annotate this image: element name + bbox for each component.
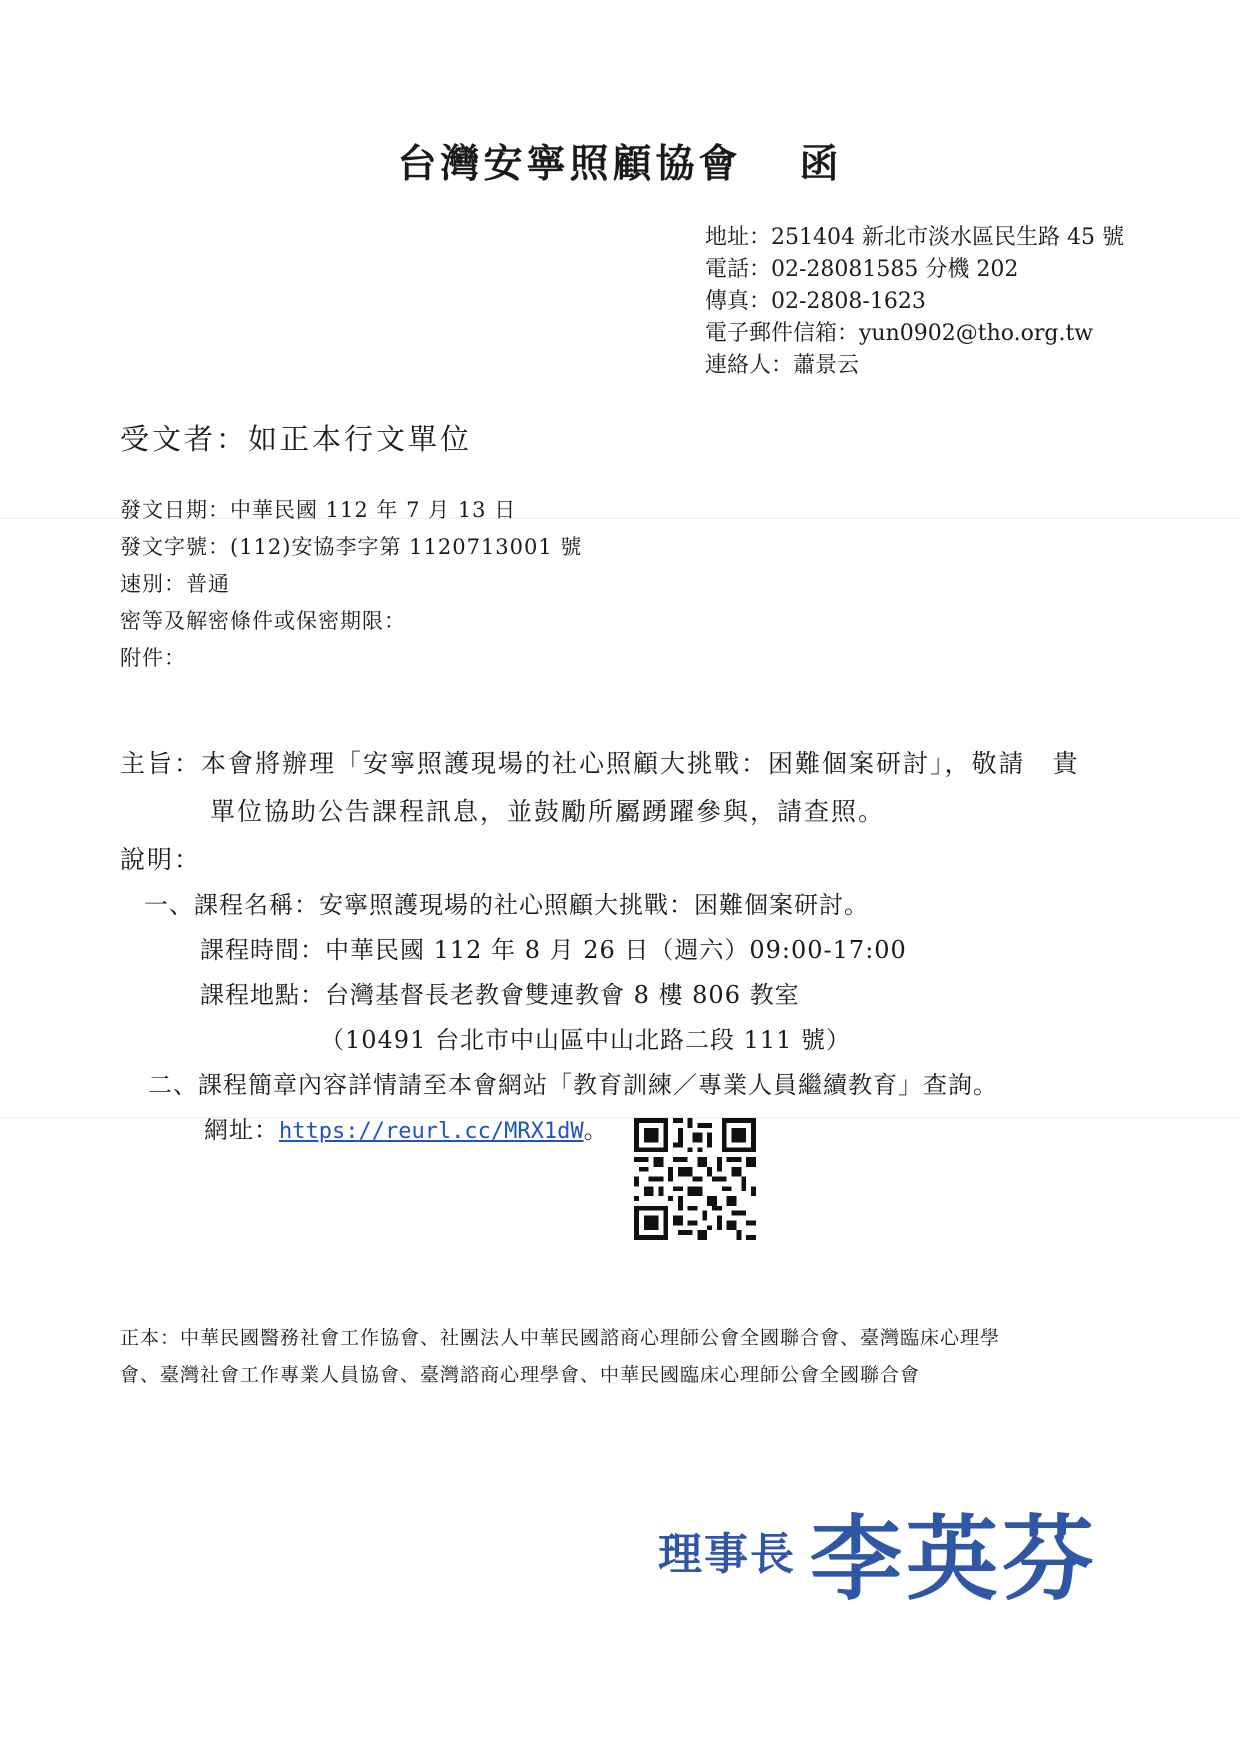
- contact-email: 電子郵件信箱：yun0902@tho.org.tw: [705, 321, 1094, 346]
- document-title: [0, 133, 1240, 189]
- confidentiality: 密等及解密條件或保密期限：: [120, 609, 406, 633]
- website-url-row: [204, 1110, 609, 1145]
- contact-address: 地址：251404 新北市淡水區民生路 45 號: [705, 225, 1124, 250]
- course-url-link[interactable]: https://reurl.cc/MRX1dW: [279, 1119, 584, 1144]
- contact-person: 連絡人：蕭景云: [705, 353, 860, 378]
- scan-artifact-line: [0, 1117, 1240, 1118]
- website-info: 二、課程簡章內容詳情請至本會網站「教育訓練／專業人員繼續教育」查詢。: [148, 1071, 998, 1099]
- subject-block: [120, 740, 1080, 836]
- course-name: 一、課程名稱：安寧照護現場的社心照顧大挑戰：困難個案研討。: [144, 891, 869, 919]
- attachment: 附件：: [120, 646, 186, 670]
- issue-date: 發文日期：中華民國 112 年 7 月 13 日: [120, 498, 517, 522]
- subject-line-2: 單位協助公告課程訊息，並鼓勵所屬踴躍參與，請查照。: [210, 797, 886, 826]
- doc-type: 函: [799, 141, 843, 187]
- org-name: 台灣安寧照顧協會: [397, 141, 742, 187]
- contact-phone: 電話：02-28081585 分機 202: [705, 257, 1019, 282]
- signature-title: 理事長: [658, 1529, 796, 1580]
- course-address: （10491 台北市中山區中山北路二段 111 號）: [320, 1026, 852, 1054]
- subject-line-1: 主旨：本會將辦理「安寧照護現場的社心照顧大挑戰：困難個案研討」，敬請 貴: [120, 749, 1080, 778]
- url-label: 網址：: [204, 1116, 279, 1144]
- carbon-copy-block: [120, 1320, 1000, 1394]
- explanation-heading: 說明：: [120, 845, 202, 874]
- course-location: 課程地點：台灣基督長老教會雙連教會 8 樓 806 教室: [200, 981, 800, 1009]
- recipient: 受文者：如正本行文單位: [120, 422, 473, 456]
- meta-block: [120, 492, 582, 677]
- contact-block: [705, 222, 1124, 382]
- signature-name: 李英芬: [810, 1505, 1099, 1613]
- qr-code-icon: [634, 1118, 756, 1240]
- cc-line-2: 會、臺灣社會工作專業人員協會、臺灣諮商心理學會、中華民國臨床心理師公會全國聯合會: [120, 1364, 921, 1386]
- doc-number: 發文字號：(112)安協李字第 1120713001 號: [120, 535, 583, 559]
- url-suffix: 。: [583, 1116, 609, 1144]
- cc-line-1: 正本：中華民國醫務社會工作協會、社團法人中華民國諮商心理師公會全國聯合會、臺灣臨床心理學: [120, 1327, 1001, 1349]
- contact-fax: 傳真：02-2808-1623: [705, 289, 926, 314]
- priority: 速別：普通: [120, 572, 230, 596]
- course-time: 課程時間：中華民國 112 年 8 月 26 日（週六）09:00-17:00: [200, 936, 907, 964]
